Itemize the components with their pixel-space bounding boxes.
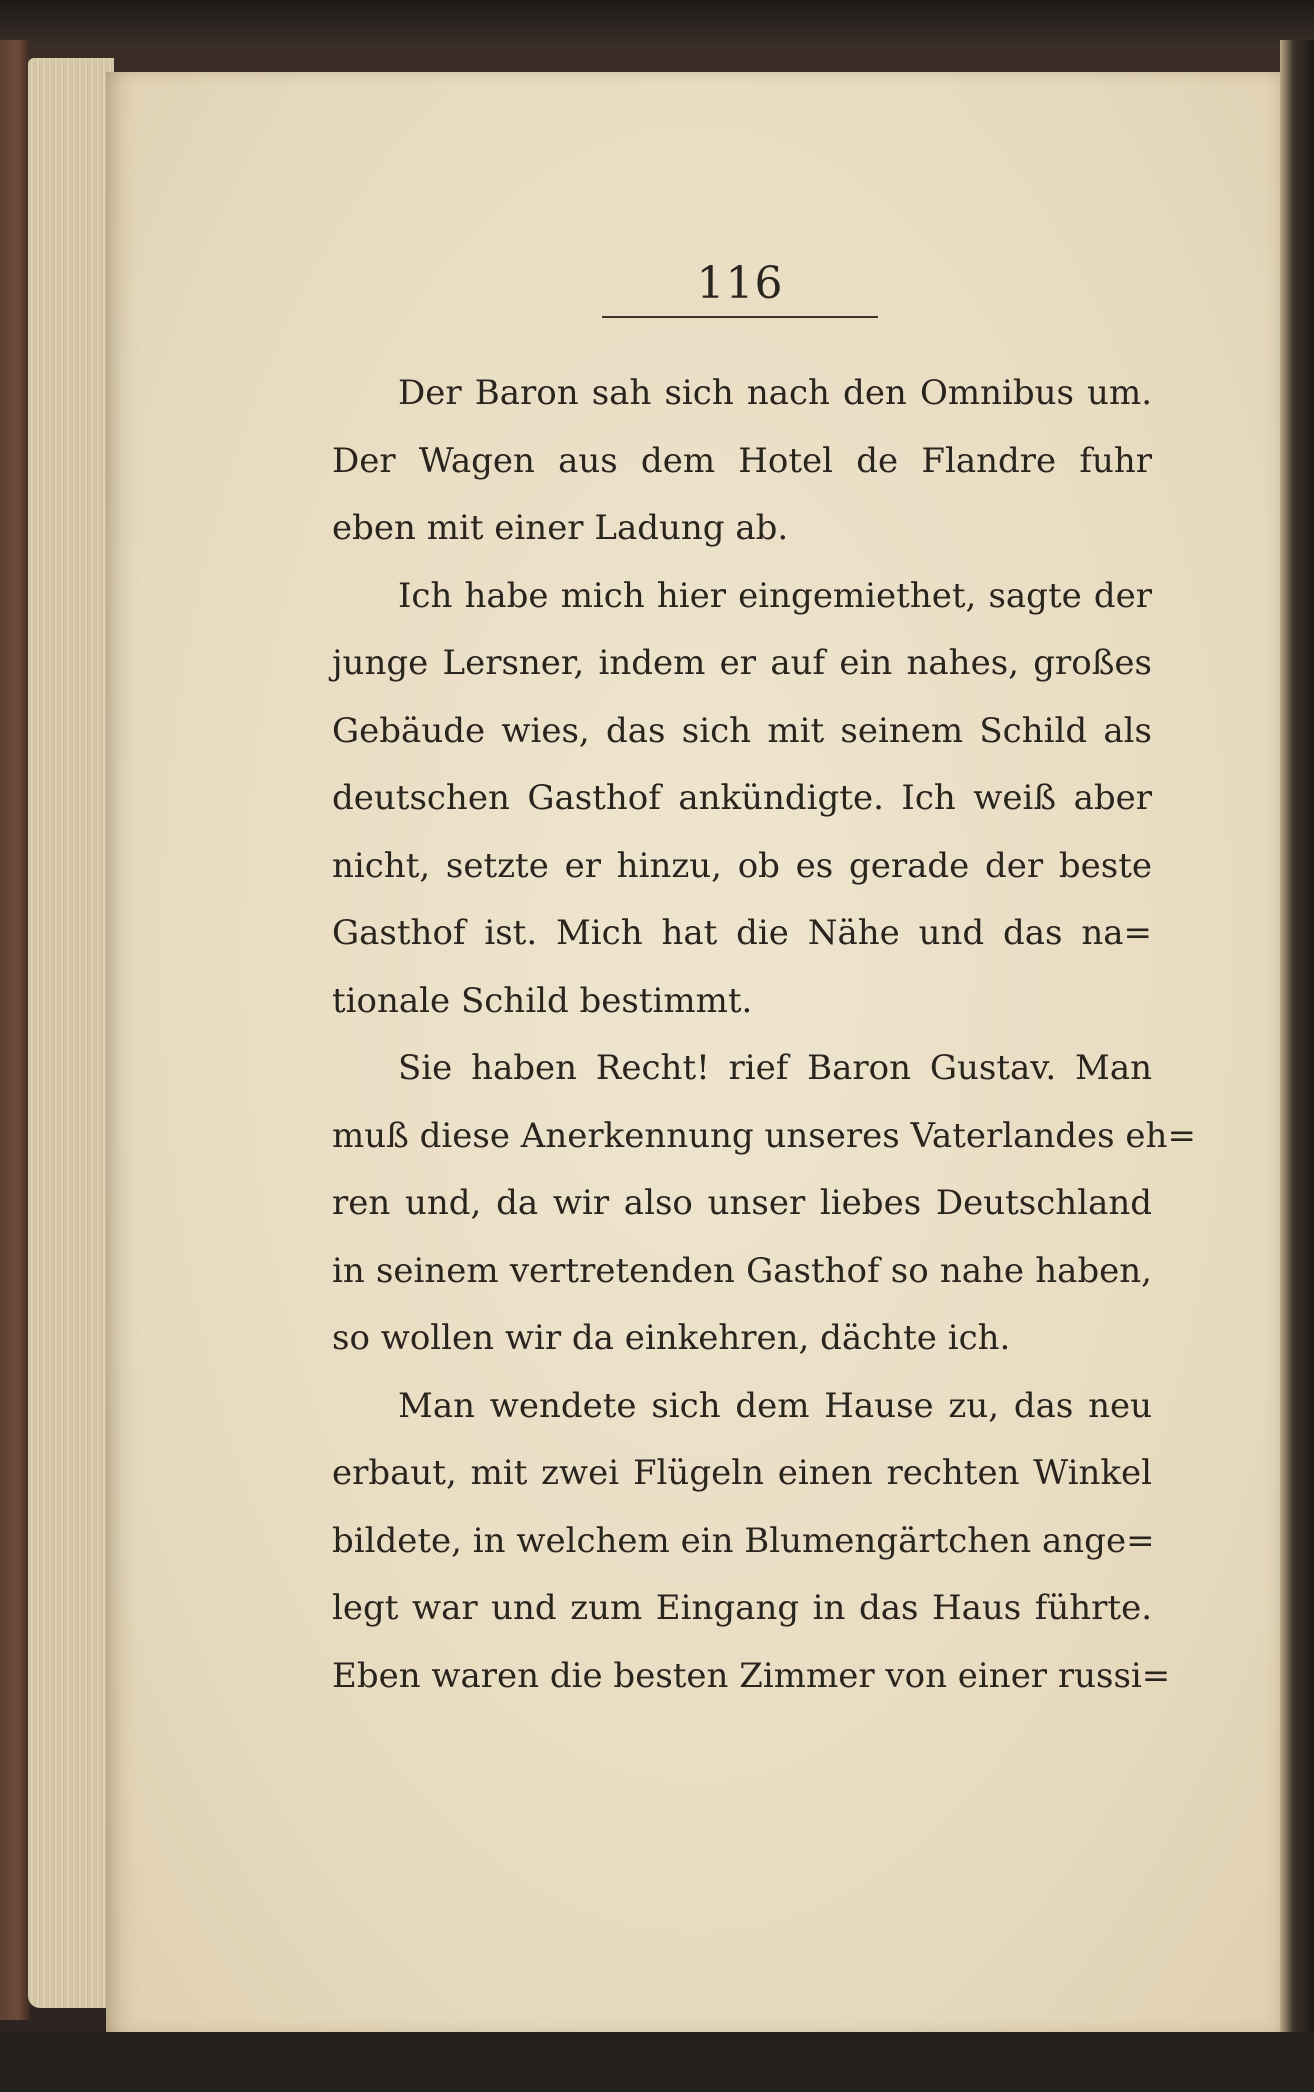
text-line: Ich habe mich hier eingemiethet, sagte der [398, 575, 1152, 616]
text-line: muß diese Anerkennung unseres Vaterlandes eh= [332, 1115, 1196, 1156]
header-rule [602, 316, 878, 318]
scan-top-edge [0, 0, 1314, 48]
scan-right-edge [1280, 40, 1314, 2040]
text-line: Der Baron sah sich nach den Omnibus um. [398, 373, 1152, 413]
text-line: nicht, setzte er hinzu, ob es gerade der beste [332, 845, 1152, 886]
text-line: Eben waren die besten Zimmer von einer russi= [332, 1655, 1171, 1696]
text-line: eben mit einer Ladung ab. [332, 508, 789, 548]
text-line: erbaut, mit zwei Flügeln einen rechten Winkel [332, 1453, 1152, 1493]
text-line: in seinem vertretenden Gasthof so nahe haben, [332, 1250, 1152, 1291]
text-line: Der Wagen aus dem Hotel de Flandre fuhr [332, 440, 1152, 481]
scan-bottom-edge [0, 2032, 1314, 2092]
text-line: so wollen wir da einkehren, dächte ich. [332, 1318, 1011, 1358]
text-line: Sie haben Recht! rief Baron Gustav. Man [398, 1048, 1152, 1088]
stacked-page-edges [28, 58, 114, 2008]
text-line: Gasthof ist. Mich hat die Nähe und das na= [332, 913, 1152, 953]
text-line: tionale Schild bestimmt. [332, 980, 753, 1021]
text-line: Gebäude wies, das sich mit seinem Schild als [332, 710, 1152, 751]
text-line: bildete, in welchem ein Blumengärtchen ange= [332, 1520, 1155, 1561]
text-line: legt war und zum Eingang in das Haus führte. [332, 1588, 1152, 1628]
book-cover-edge [0, 40, 30, 2020]
page-number: 116 [696, 258, 784, 309]
text-line: junge Lersner, indem er auf ein nahes, großes [332, 643, 1152, 683]
body-text [332, 360, 1196, 1710]
text-line: ren und, da wir also unser liebes Deutschland [332, 1183, 1152, 1223]
text-line: Man wendete sich dem Hause zu, das neu [398, 1385, 1152, 1426]
text-line: deutschen Gasthof ankündigte. Ich weiß aber [332, 778, 1152, 818]
